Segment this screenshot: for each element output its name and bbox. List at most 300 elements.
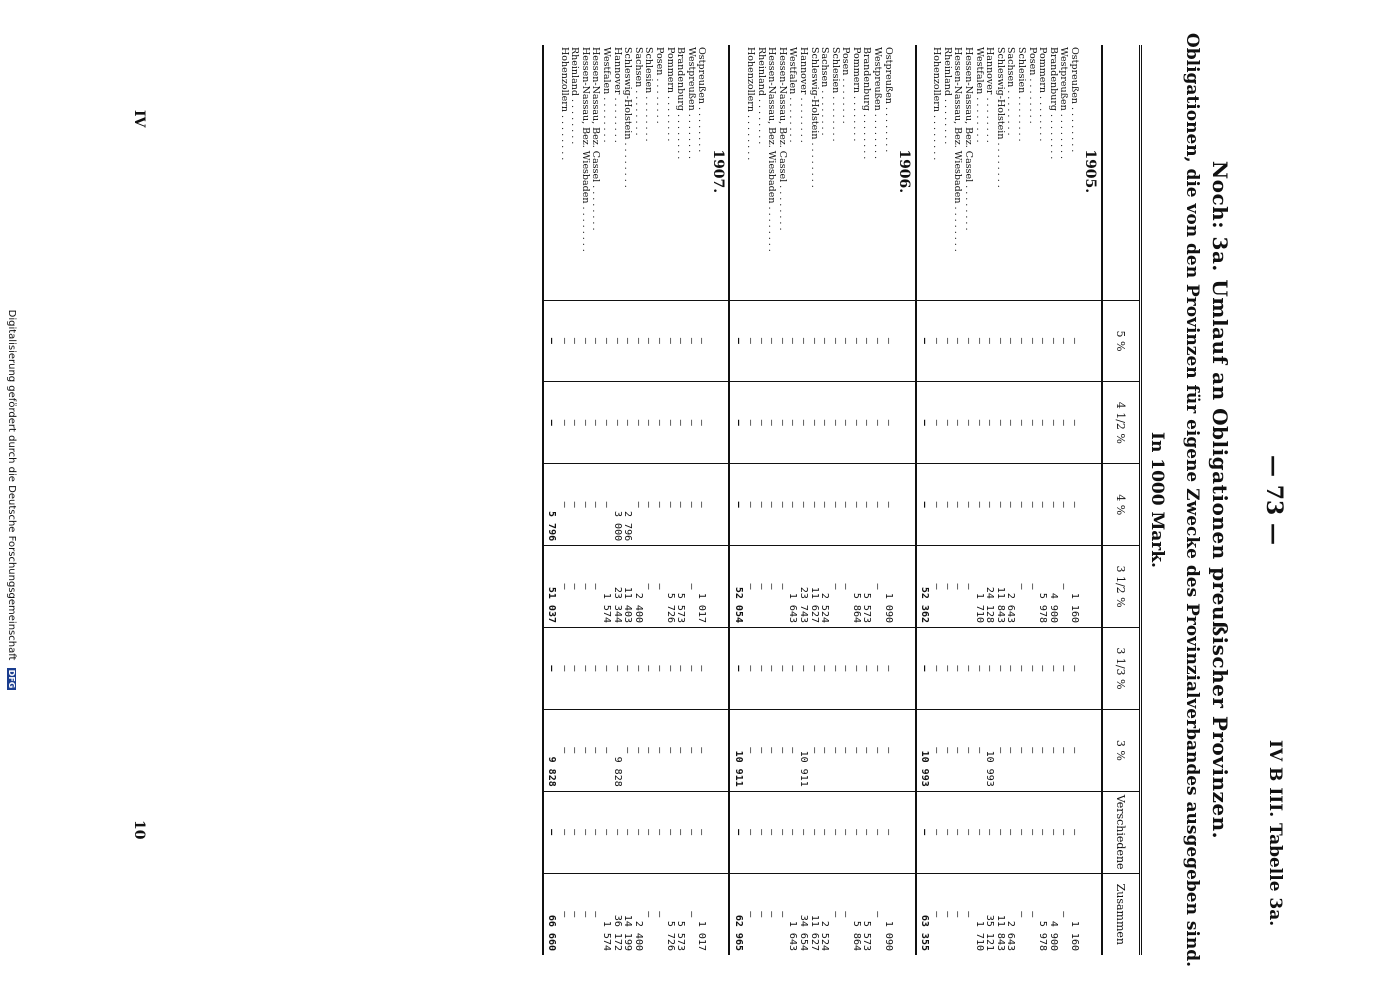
empty-cell	[893, 628, 916, 710]
value-cell: —	[819, 300, 830, 382]
value-cell: —	[882, 382, 893, 464]
value-cell: —	[590, 382, 601, 464]
value-cell: 11 843	[994, 546, 1005, 628]
empty-cell	[893, 873, 916, 955]
value-cell: —	[797, 300, 808, 382]
value-cell: —	[882, 628, 893, 710]
value-cell: —	[664, 382, 675, 464]
table-row	[600, 45, 611, 955]
value-cell: —	[766, 464, 777, 546]
province-name: Hohenzollern . . . . . . . .	[558, 47, 570, 161]
province-label: Sachsen	[1005, 47, 1017, 88]
province-name: Ostpreußen . . . . . . . .	[696, 47, 708, 153]
value-cell: 10 911	[797, 709, 808, 791]
value-cell: —	[1005, 300, 1016, 382]
table-row	[755, 45, 766, 955]
table-row	[611, 45, 622, 955]
value-cell: —	[819, 464, 830, 546]
value-cell: —	[1015, 873, 1026, 955]
value-cell: —	[840, 709, 851, 791]
sum-cell: —	[729, 791, 744, 873]
value-cell: —	[653, 300, 664, 382]
value-cell: —	[653, 546, 664, 628]
value-cell: 1 643	[787, 546, 798, 628]
value-cell: —	[984, 464, 995, 546]
empty-cell	[893, 791, 916, 873]
year-row	[893, 45, 916, 955]
value-cell: —	[590, 628, 601, 710]
value-cell: —	[1026, 709, 1037, 791]
value-cell: —	[558, 546, 569, 628]
province-name: Westpreußen . . . . . . . .	[1058, 47, 1070, 160]
value-cell: —	[962, 791, 973, 873]
value-cell: —	[776, 791, 787, 873]
value-cell: —	[882, 300, 893, 382]
sum-cell: 5 796	[543, 464, 558, 546]
value-cell: 9 828	[611, 709, 622, 791]
empty-cell	[1079, 628, 1102, 710]
value-cell: —	[994, 628, 1005, 710]
value-cell: —	[558, 709, 569, 791]
table-row	[1068, 45, 1079, 955]
province-label: Posen	[840, 47, 852, 76]
value-cell: —	[569, 382, 580, 464]
province-name: Schlesien . . . . . . . .	[829, 47, 841, 142]
value-cell: —	[1058, 791, 1069, 873]
province-name: Schleswig-Holstein . . . . . . . .	[994, 47, 1006, 188]
province-name: Rheinland . . . . . . . .	[569, 47, 581, 145]
value-cell: 23 344	[611, 546, 622, 628]
value-cell: 11 843	[994, 873, 1005, 955]
table-row	[808, 45, 819, 955]
value-cell: —	[675, 382, 686, 464]
province-label: Schleswig-Holstein	[622, 47, 634, 140]
sum-row	[916, 45, 931, 955]
value-cell: —	[1005, 709, 1016, 791]
value-cell: —	[558, 300, 569, 382]
sum-row	[543, 45, 558, 955]
data-table-wrapper	[542, 45, 1142, 955]
province-name: Westpreußen . . . . . . . .	[685, 47, 697, 160]
empty-cell	[1079, 382, 1102, 464]
value-cell: —	[850, 300, 861, 382]
value-cell: —	[829, 873, 840, 955]
value-cell: —	[696, 382, 707, 464]
value-cell: —	[611, 791, 622, 873]
table-row	[579, 45, 590, 955]
value-cell: —	[882, 709, 893, 791]
value-cell: —	[579, 709, 590, 791]
value-cell: —	[872, 382, 883, 464]
table-row	[1047, 45, 1058, 955]
province-label: Hohenzollern	[931, 47, 943, 112]
value-cell: 34 654	[797, 873, 808, 955]
empty-cell	[706, 709, 729, 791]
value-cell: —	[755, 628, 766, 710]
value-cell: —	[696, 464, 707, 546]
table-row	[675, 45, 686, 955]
value-cell: 2 524	[819, 873, 830, 955]
value-cell: —	[1047, 300, 1058, 382]
value-cell: —	[622, 628, 633, 710]
obligations-table	[542, 45, 1142, 955]
sum-cell: —	[916, 300, 931, 382]
sum-cell: —	[729, 382, 744, 464]
table-row	[850, 45, 861, 955]
value-cell: —	[962, 382, 973, 464]
value-cell: —	[611, 300, 622, 382]
year-row	[1079, 45, 1102, 955]
value-cell: —	[600, 791, 611, 873]
value-cell: —	[973, 709, 984, 791]
value-cell: —	[579, 873, 590, 955]
value-cell: —	[931, 628, 942, 710]
column-header: Verschiedene	[1102, 791, 1141, 873]
province-label: Westfalen	[973, 47, 985, 95]
value-cell: —	[872, 546, 883, 628]
province-name: Westfalen . . . . . . . .	[601, 47, 613, 143]
value-cell: —	[840, 628, 851, 710]
value-cell: —	[1026, 300, 1037, 382]
value-cell: 1 017	[696, 873, 707, 955]
value-cell: —	[622, 300, 633, 382]
value-cell: —	[590, 873, 601, 955]
value-cell: —	[1047, 628, 1058, 710]
sum-row	[729, 45, 744, 955]
value-cell: —	[653, 628, 664, 710]
value-cell: —	[579, 628, 590, 710]
value-cell: —	[776, 709, 787, 791]
province-label: Hannover	[611, 47, 623, 95]
table-row	[882, 45, 893, 955]
value-cell: —	[1015, 628, 1026, 710]
province-label: Hessen-Nassau, Bez. Wiesbaden	[766, 47, 778, 204]
value-cell: —	[1026, 464, 1037, 546]
value-cell: —	[653, 791, 664, 873]
value-cell: —	[1015, 464, 1026, 546]
value-cell: —	[872, 709, 883, 791]
value-cell: —	[643, 628, 654, 710]
value-cell: —	[643, 873, 654, 955]
province-name: Hannover . . . . . . . .	[984, 47, 996, 143]
sum-cell: —	[729, 628, 744, 710]
empty-cell	[1079, 709, 1102, 791]
value-cell: —	[776, 873, 787, 955]
value-cell: —	[776, 382, 787, 464]
value-cell: —	[872, 791, 883, 873]
value-cell: —	[569, 791, 580, 873]
province-name: Rheinland . . . . . . . .	[755, 47, 767, 145]
province-label: Westfalen	[601, 47, 613, 95]
value-cell: 5 726	[664, 546, 675, 628]
value-cell: —	[685, 382, 696, 464]
value-cell: 5 573	[861, 873, 872, 955]
column-header: Zusammen	[1102, 873, 1141, 955]
table-row	[685, 45, 696, 955]
province-name: Hessen-Nassau, Bez. Wiesbaden . . . . . . . .	[766, 47, 778, 252]
value-cell: —	[611, 382, 622, 464]
value-cell: —	[744, 709, 755, 791]
value-cell: —	[829, 628, 840, 710]
value-cell: —	[776, 464, 787, 546]
value-cell: —	[1068, 628, 1079, 710]
province-name: Hessen-Nassau, Bez. Wiesbaden . . . . . . . .	[952, 47, 964, 252]
empty-cell	[706, 300, 729, 382]
province-name: Hessen-Nassau, Bez. Cassel . . . . . . . .	[963, 47, 975, 231]
value-cell: —	[643, 791, 654, 873]
value-cell: 1 574	[600, 546, 611, 628]
value-cell: —	[1037, 464, 1048, 546]
value-cell: —	[776, 300, 787, 382]
value-cell: —	[931, 300, 942, 382]
value-cell: —	[1015, 382, 1026, 464]
province-label: Pommern	[1037, 47, 1049, 94]
value-cell: —	[569, 464, 580, 546]
value-cell: 1 710	[973, 873, 984, 955]
value-cell: —	[590, 546, 601, 628]
value-cell: —	[994, 791, 1005, 873]
table-row	[696, 45, 707, 955]
value-cell: —	[685, 873, 696, 955]
sum-cell: —	[916, 791, 931, 873]
province-label: Brandenburg	[861, 47, 873, 111]
value-cell: —	[872, 464, 883, 546]
value-cell: —	[1068, 791, 1079, 873]
table-row	[1026, 45, 1037, 955]
sum-label-cell	[543, 45, 558, 300]
value-cell: —	[819, 709, 830, 791]
province-name: Brandenburg . . . . . . . .	[1047, 47, 1059, 160]
value-cell: —	[787, 464, 798, 546]
value-cell: —	[1037, 300, 1048, 382]
empty-cell	[893, 709, 916, 791]
value-cell: —	[558, 628, 569, 710]
value-cell: —	[622, 791, 633, 873]
value-cell: —	[787, 628, 798, 710]
province-name: Ostpreußen . . . . . . . .	[1069, 47, 1080, 153]
province-label: Hessen-Nassau, Bez. Wiesbaden	[952, 47, 964, 204]
value-cell: —	[744, 628, 755, 710]
value-cell: —	[643, 300, 654, 382]
value-cell: —	[962, 628, 973, 710]
value-cell: —	[850, 628, 861, 710]
table-row	[632, 45, 643, 955]
value-cell: —	[808, 791, 819, 873]
value-cell: —	[1037, 791, 1048, 873]
value-cell: —	[984, 382, 995, 464]
unit-label: In 1000 Mark.	[1147, 432, 1167, 568]
sum-cell: —	[543, 300, 558, 382]
empty-cell	[706, 546, 729, 628]
sum-cell: 63 355	[916, 873, 931, 955]
table-row	[590, 45, 601, 955]
sum-cell: —	[543, 382, 558, 464]
value-cell: 1 160	[1068, 873, 1079, 955]
value-cell: —	[829, 464, 840, 546]
column-header: 4 1/2 %	[1102, 382, 1141, 464]
sum-cell: —	[729, 464, 744, 546]
province-label: Rheinland	[755, 47, 767, 96]
value-cell: —	[952, 464, 963, 546]
value-cell: —	[1058, 546, 1069, 628]
table-row	[643, 45, 654, 955]
value-cell: —	[861, 709, 872, 791]
value-cell: 1 090	[882, 546, 893, 628]
value-cell: —	[829, 709, 840, 791]
province-name: Rheinland . . . . . . . .	[941, 47, 953, 145]
province-name: Sachsen . . . . . . . .	[632, 47, 644, 136]
value-cell: —	[952, 382, 963, 464]
sum-cell: —	[729, 300, 744, 382]
value-cell: —	[861, 382, 872, 464]
column-header: 4 %	[1102, 464, 1141, 546]
value-cell: —	[755, 382, 766, 464]
value-cell: —	[590, 709, 601, 791]
sum-cell: 10 993	[916, 709, 931, 791]
value-cell: —	[569, 546, 580, 628]
province-name: Westfalen . . . . . . . .	[973, 47, 985, 143]
province-label: Hannover	[984, 47, 996, 95]
value-cell: 2 643	[1005, 873, 1016, 955]
value-cell: —	[579, 382, 590, 464]
table-row	[994, 45, 1005, 955]
value-cell: —	[569, 873, 580, 955]
value-cell: —	[787, 300, 798, 382]
empty-cell	[1079, 791, 1102, 873]
table-row	[984, 45, 995, 955]
value-cell: —	[755, 300, 766, 382]
province-label: Pommern	[664, 47, 676, 94]
dfg-logo: DFG	[7, 669, 16, 689]
sum-cell: 10 911	[729, 709, 744, 791]
year-label: 1907.	[709, 149, 726, 194]
province-label: Schleswig-Holstein	[994, 47, 1006, 140]
table-row	[819, 45, 830, 955]
value-cell: —	[744, 300, 755, 382]
table-row	[829, 45, 840, 955]
province-name: Pommern . . . . . . . .	[1037, 47, 1049, 142]
sum-cell: 51 037	[543, 546, 558, 628]
province-name: Hohenzollern . . . . . . . .	[744, 47, 756, 161]
empty-cell	[893, 300, 916, 382]
value-cell: —	[766, 709, 777, 791]
value-cell: —	[1068, 300, 1079, 382]
province-name: Posen . . . . . . . .	[840, 47, 852, 124]
value-cell: 36 172	[611, 873, 622, 955]
value-cell: —	[850, 709, 861, 791]
column-header: 3 %	[1102, 709, 1141, 791]
empty-cell	[706, 628, 729, 710]
value-cell: —	[766, 382, 777, 464]
sum-cell: —	[543, 628, 558, 710]
value-cell: —	[696, 791, 707, 873]
province-name: Hannover . . . . . . . .	[797, 47, 809, 143]
value-cell: —	[569, 709, 580, 791]
value-cell: —	[675, 709, 686, 791]
value-cell: —	[744, 873, 755, 955]
value-cell: —	[1015, 709, 1026, 791]
value-cell: 3 000	[611, 464, 622, 546]
value-cell: —	[994, 382, 1005, 464]
value-cell: —	[808, 382, 819, 464]
province-label: Brandenburg	[675, 47, 687, 111]
value-cell: —	[675, 464, 686, 546]
value-cell: —	[558, 464, 569, 546]
value-cell: —	[696, 709, 707, 791]
value-cell: —	[755, 791, 766, 873]
value-cell: —	[685, 464, 696, 546]
value-cell: 11 403	[622, 546, 633, 628]
value-cell: —	[962, 873, 973, 955]
value-cell: —	[787, 382, 798, 464]
value-cell: —	[941, 464, 952, 546]
empty-cell	[706, 382, 729, 464]
value-cell: —	[776, 628, 787, 710]
value-cell: —	[685, 791, 696, 873]
province-name: Hessen-Nassau, Bez. Cassel . . . . . . . .	[776, 47, 788, 231]
value-cell: —	[861, 791, 872, 873]
value-cell: —	[675, 300, 686, 382]
value-cell: 5 978	[1037, 546, 1048, 628]
value-cell: 24 128	[984, 546, 995, 628]
value-cell: —	[590, 791, 601, 873]
value-cell: —	[579, 300, 590, 382]
value-cell: 11 627	[808, 873, 819, 955]
empty-cell	[893, 464, 916, 546]
value-cell: —	[1037, 709, 1048, 791]
year-label: 1905.	[1082, 149, 1099, 194]
table-row	[952, 45, 963, 955]
value-cell: —	[1026, 546, 1037, 628]
value-cell: —	[1047, 791, 1058, 873]
value-cell: —	[653, 873, 664, 955]
value-cell: —	[776, 546, 787, 628]
value-cell: —	[994, 709, 1005, 791]
value-cell: —	[1015, 791, 1026, 873]
value-cell: —	[664, 628, 675, 710]
province-name: Pommern . . . . . . . .	[664, 47, 676, 142]
province-label: Westpreußen	[1058, 47, 1070, 111]
value-cell: —	[622, 709, 633, 791]
column-header: 5 %	[1102, 300, 1141, 382]
value-cell: —	[882, 464, 893, 546]
value-cell: —	[600, 709, 611, 791]
value-cell: —	[861, 300, 872, 382]
province-label: Hessen-Nassau, Bez. Cassel	[590, 47, 602, 183]
column-header: 3 1/2 %	[1102, 546, 1141, 628]
value-cell: 2 400	[632, 873, 643, 955]
digitization-note	[6, 0, 17, 1000]
province-label: Westpreußen	[872, 47, 884, 111]
sum-label-cell	[729, 45, 744, 300]
sum-label-cell	[916, 45, 931, 300]
sum-cell: 52 362	[916, 546, 931, 628]
value-cell: —	[622, 382, 633, 464]
province-name: Hohenzollern . . . . . . . .	[931, 47, 943, 161]
value-cell: —	[941, 628, 952, 710]
value-cell: —	[766, 300, 777, 382]
value-cell: —	[766, 546, 777, 628]
value-cell: —	[632, 791, 643, 873]
value-cell: —	[994, 464, 1005, 546]
value-cell: —	[962, 709, 973, 791]
value-cell: —	[931, 546, 942, 628]
value-cell: —	[1068, 709, 1079, 791]
value-cell: —	[787, 709, 798, 791]
table-row	[1037, 45, 1048, 955]
value-cell: —	[808, 300, 819, 382]
table-row	[973, 45, 984, 955]
